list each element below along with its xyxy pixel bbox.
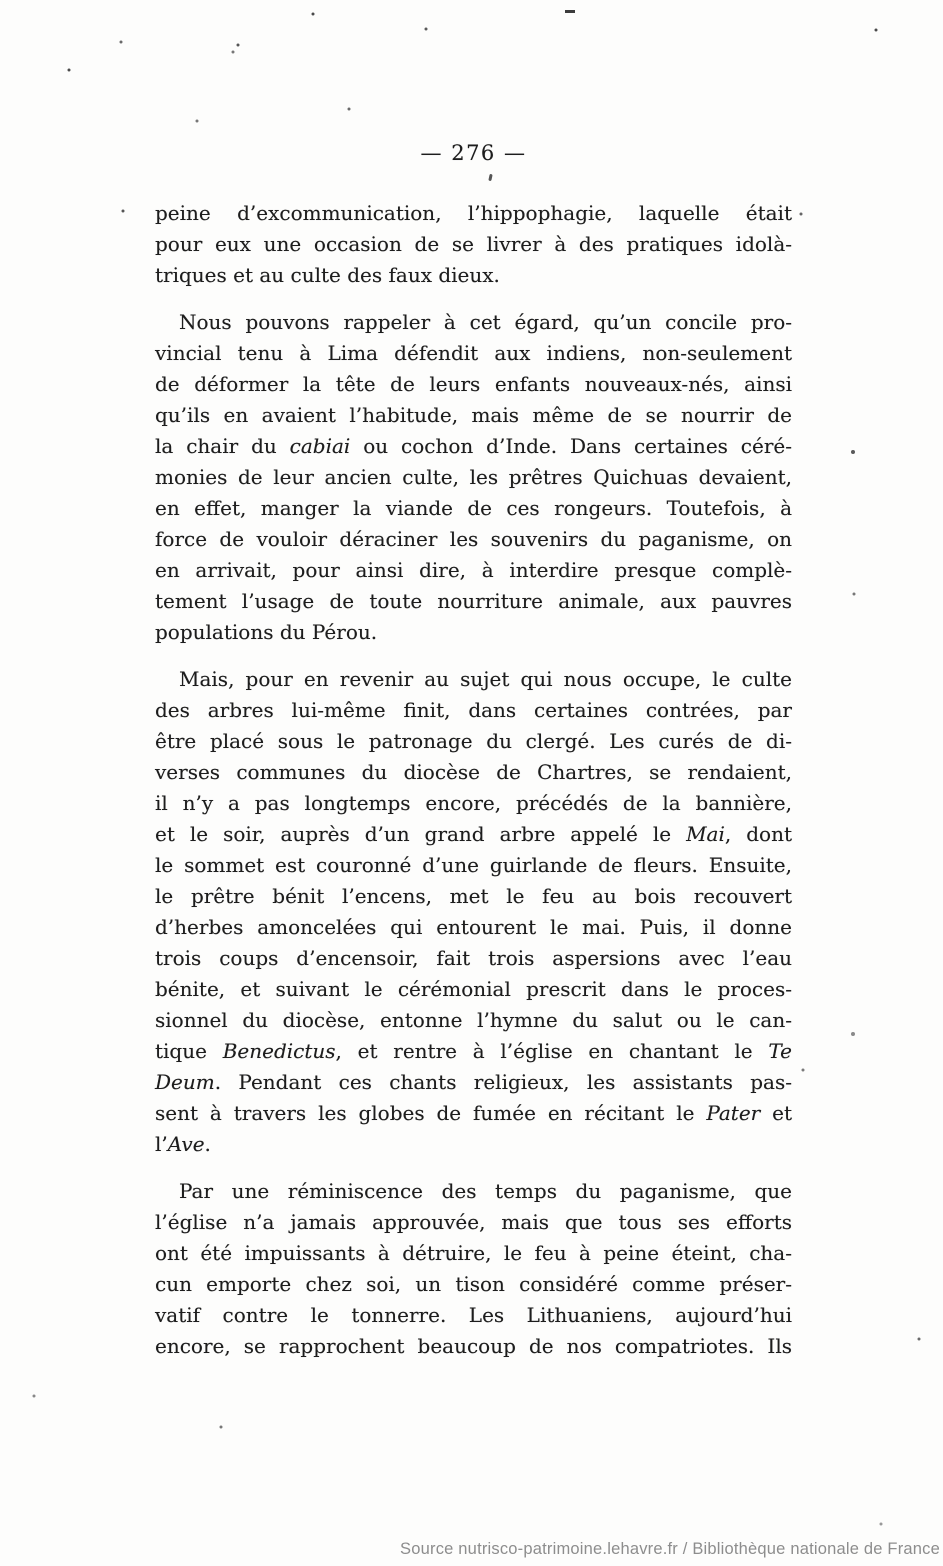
text-segment: monies de leur ancien culte, les prêtres Quichuas devaient, bbox=[155, 465, 792, 489]
text-line bbox=[155, 974, 792, 1005]
text-line bbox=[155, 788, 792, 819]
text-segment: la chair du bbox=[155, 434, 290, 458]
text-segment: sent à travers les globes de fumée en récitant le bbox=[155, 1101, 707, 1125]
text-line bbox=[155, 1207, 792, 1238]
text-line bbox=[155, 819, 792, 850]
text-line bbox=[155, 1005, 792, 1036]
text-segment: le sommet est couronné d’une guirlande de fleurs. Ensuite, bbox=[155, 853, 792, 877]
page-number: — 276 — bbox=[420, 141, 527, 165]
text-segment: Mais, pour en revenir au sujet qui nous occupe, le culte bbox=[179, 667, 792, 691]
text-line bbox=[155, 726, 792, 757]
text-segment: des arbres lui-même finit, dans certaines contrées, par bbox=[155, 698, 792, 722]
text-segment: cabiai bbox=[289, 434, 351, 458]
text-segment: Ave bbox=[167, 1132, 205, 1156]
text-segment: pour eux une occasion de se livrer à des pratiques idolà- bbox=[155, 232, 792, 256]
text-segment: de déformer la tête de leurs enfants nouveaux-nés, ainsi bbox=[155, 372, 792, 396]
text-line bbox=[155, 369, 792, 400]
text-line bbox=[155, 1129, 792, 1160]
text-segment: et le soir, auprès d’un grand arbre appelé le bbox=[155, 822, 687, 846]
text-segment: en effet, manger la viande de ces rongeurs. Toutefois, à bbox=[155, 496, 792, 520]
text-segment: il n’y a pas longtemps encore, précédés de la bannière, bbox=[155, 791, 792, 815]
text-segment: populations du Pérou. bbox=[155, 620, 378, 644]
text-line bbox=[155, 338, 792, 369]
text-line bbox=[155, 1269, 792, 1300]
text-line bbox=[155, 400, 792, 431]
paragraph bbox=[155, 198, 792, 291]
text-segment: Benedictus bbox=[222, 1039, 336, 1063]
text-line bbox=[155, 524, 792, 555]
text-segment: Nous pouvons rappeler à cet égard, qu’un concile pro- bbox=[179, 310, 792, 334]
text-line bbox=[155, 912, 792, 943]
text-segment: Pater bbox=[706, 1101, 761, 1125]
text-line bbox=[155, 617, 792, 648]
text-line bbox=[155, 198, 792, 229]
text-segment: tique bbox=[155, 1039, 223, 1063]
text-line bbox=[155, 881, 792, 912]
text-line bbox=[155, 462, 792, 493]
text-segment: Par une réminiscence des temps du paganisme, que bbox=[179, 1179, 792, 1203]
text-line bbox=[155, 1300, 792, 1331]
text-line bbox=[155, 757, 792, 788]
text-line bbox=[155, 850, 792, 881]
text-segment: vatif contre le tonnerre. Les Lithuaniens, aujourd’hui bbox=[155, 1303, 792, 1327]
text-segment: Mai bbox=[686, 822, 725, 846]
text-segment: cun emporte chez soi, un tison considéré comme préser- bbox=[155, 1272, 792, 1296]
text-line bbox=[155, 586, 792, 617]
text-segment: qu’ils en avaient l’habitude, mais même de se nourrir de bbox=[155, 403, 792, 427]
text-line bbox=[155, 493, 792, 524]
text-line bbox=[155, 1238, 792, 1269]
scan-dash-artifact bbox=[565, 10, 575, 13]
paragraph bbox=[155, 664, 792, 1160]
text-segment: trois coups d’encensoir, fait trois aspersions avec l’eau bbox=[155, 946, 792, 970]
text-line bbox=[155, 664, 792, 695]
text-segment: vincial tenu à Lima défendit aux indiens, non-seulement bbox=[155, 341, 792, 365]
text-segment: . Pendant ces chants religieux, les assistants pas- bbox=[214, 1070, 792, 1094]
text-line bbox=[155, 943, 792, 974]
text-line bbox=[155, 1067, 792, 1098]
text-segment: bénite, et suivant le cérémonial prescrit dans le proces- bbox=[155, 977, 792, 1001]
text-line bbox=[155, 1098, 792, 1129]
text-segment: force de vouloir déraciner les souvenirs du paganisme, on bbox=[155, 527, 792, 551]
footer-credit: Source nutrisco-patrimoine.lehavre.fr / Bibliothèque nationale de France bbox=[400, 1540, 940, 1558]
text-segment: Te bbox=[768, 1039, 792, 1063]
paragraph bbox=[155, 1176, 792, 1362]
text-line bbox=[155, 695, 792, 726]
text-segment: . bbox=[204, 1132, 211, 1156]
text-segment: l’ bbox=[155, 1132, 168, 1156]
text-line bbox=[155, 1036, 792, 1067]
text-segment: sionnel du diocèse, entonne l’hymne du salut ou le can- bbox=[155, 1008, 792, 1032]
text-segment: être placé sous le patronage du clergé. Les curés de di- bbox=[155, 729, 792, 753]
text-line bbox=[155, 1331, 792, 1362]
text-segment: Deum bbox=[155, 1070, 215, 1094]
text-segment: ont été impuissants à détruire, le feu à peine éteint, cha- bbox=[155, 1241, 792, 1265]
text-line bbox=[155, 229, 792, 260]
body-text bbox=[155, 198, 792, 1362]
text-segment: , et rentre à l’église en chantant le bbox=[335, 1039, 769, 1063]
text-segment: , dont bbox=[724, 822, 792, 846]
text-segment: le prêtre bénit l’encens, met le feu au bois recouvert bbox=[155, 884, 792, 908]
text-segment: encore, se rapprochent beaucoup de nos compatriotes. Ils bbox=[155, 1334, 792, 1358]
text-segment: verses communes du diocèse de Chartres, se rendaient, bbox=[155, 760, 792, 784]
text-line bbox=[155, 1176, 792, 1207]
text-segment: peine d’excommunication, l’hippophagie, laquelle était bbox=[155, 201, 792, 225]
paragraph bbox=[155, 307, 792, 648]
text-segment: triques et au culte des faux dieux. bbox=[155, 263, 500, 287]
text-line bbox=[155, 260, 792, 291]
text-segment: en arrivait, pour ainsi dire, à interdire presque complè- bbox=[155, 558, 792, 582]
text-line bbox=[155, 555, 792, 586]
text-line bbox=[155, 307, 792, 338]
scan-comma-artifact bbox=[488, 174, 492, 181]
text-line bbox=[155, 431, 792, 462]
text-segment: tement l’usage de toute nourriture animale, aux pauvres bbox=[155, 589, 792, 613]
scan-speckles bbox=[0, 0, 2, 2]
text-segment: et bbox=[760, 1101, 793, 1125]
text-segment: d’herbes amoncelées qui entourent le mai. Puis, il donne bbox=[155, 915, 792, 939]
text-segment: ou cochon d’Inde. Dans certaines céré- bbox=[350, 434, 793, 458]
text-segment: l’église n’a jamais approuvée, mais que tous ses efforts bbox=[155, 1210, 792, 1234]
